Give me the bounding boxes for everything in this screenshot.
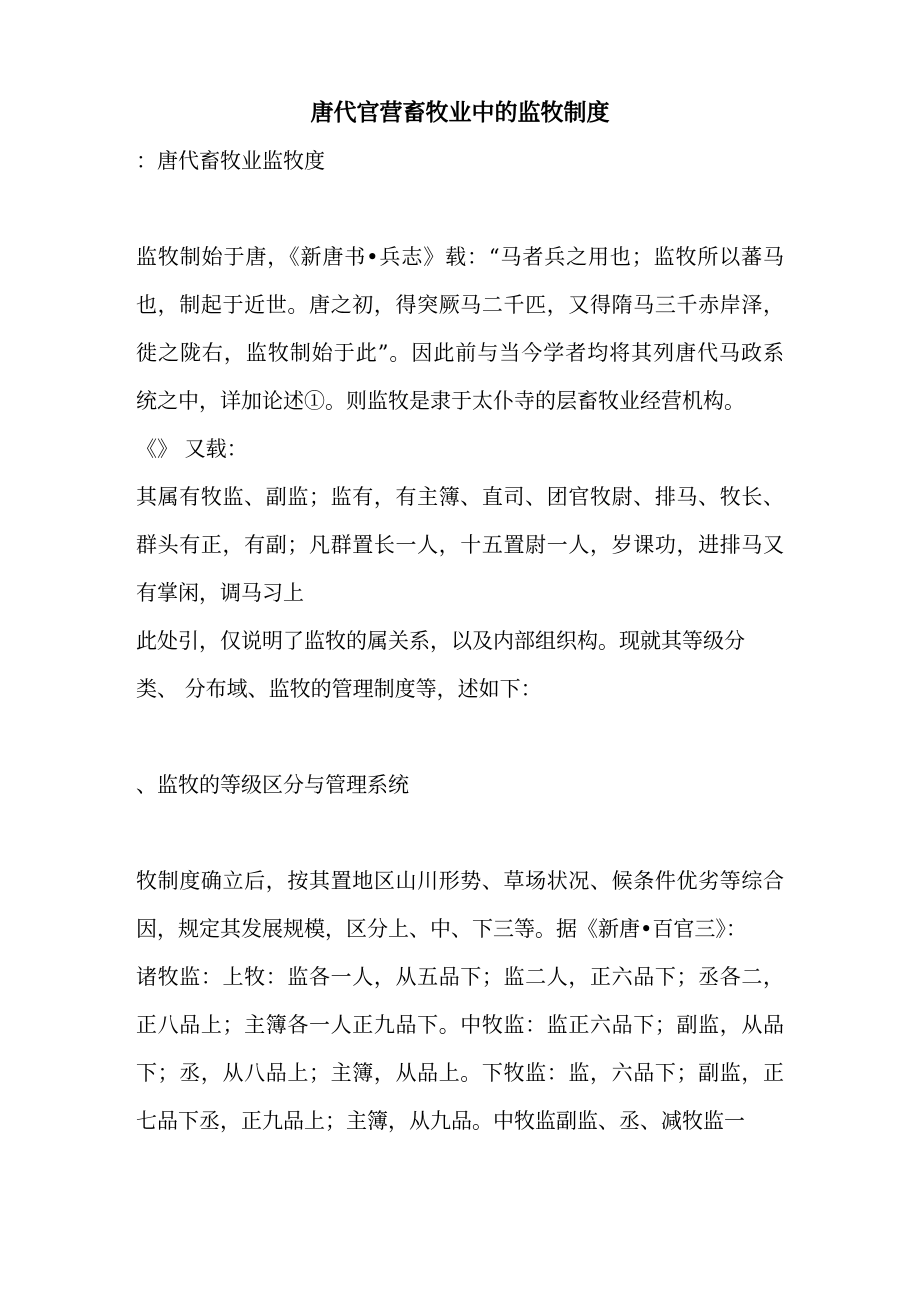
paragraph-3-line-2: 类、 分布域、监牧的管理制度等，述如下： <box>136 677 542 701</box>
document-title: 唐代官营畜牧业中的监牧制度 <box>310 99 610 126</box>
paragraph-1-line-1: 监牧制始于唐，《新唐书•兵志》载：“马者兵之用也；监牧所以蕃马 <box>136 245 784 269</box>
paragraph-2-line-1: 其属有牧监、副监；监有，有主簿、直司、团官牧尉、排马、牧长、 <box>136 485 784 509</box>
paragraph-5-line-1: 牧制度确立后，按其置地区山川形势、草场状况、候条件优劣等综合 <box>136 869 784 893</box>
paragraph-5-line-4: 正八品上；主簿各一人正九品下。中牧监：监正六品下；副监，从品 <box>136 1013 784 1037</box>
paragraph-2-line-2: 群头有正，有副；凡群置长一人，十五置尉一人，岁课功，进排马又 <box>136 533 784 557</box>
paragraph-3-line-1: 此处引，仅说明了监牧的属关系，以及内部组织构。现就其等级分 <box>136 629 745 653</box>
paragraph-1-line-5: 《》 又载： <box>136 437 248 461</box>
paragraph-5-line-5: 下；丞，从八品上；主簿，从品上。下牧监：监，六品下；副监，正 <box>136 1061 784 1085</box>
paragraph-1-line-2: 也，制起于近世。唐之初，得突厥马二千匹，又得隋马三千赤岸泽， <box>136 293 784 317</box>
paragraph-1-line-4: 统之中，详加论述①。则监牧是隶于太仆寺的层畜牧业经营机构。 <box>136 389 745 413</box>
paragraph-5-line-6: 七品下丞，正九品上；主簿，从九品。中牧监副监、丞、减牧监一 <box>136 1109 745 1133</box>
paragraph-5-line-2: 因，规定其发展规模，区分上、中、下三等。据《新唐•百官三》： <box>136 917 747 941</box>
paragraph-5-line-3: 诸牧监：上牧：监各一人，从五品下；监二人，正六品下；丞各二， <box>136 965 784 989</box>
subtitle-line: ：唐代畜牧业监牧度 <box>136 149 325 173</box>
paragraph-1-line-3: 徙之陇右，监牧制始于此”。因此前与当今学者均将其列唐代马政系 <box>136 341 784 365</box>
paragraph-2-line-3: 有掌闲，调马习上 <box>136 581 304 605</box>
section-heading: 、监牧的等级区分与管理系统 <box>136 773 409 797</box>
